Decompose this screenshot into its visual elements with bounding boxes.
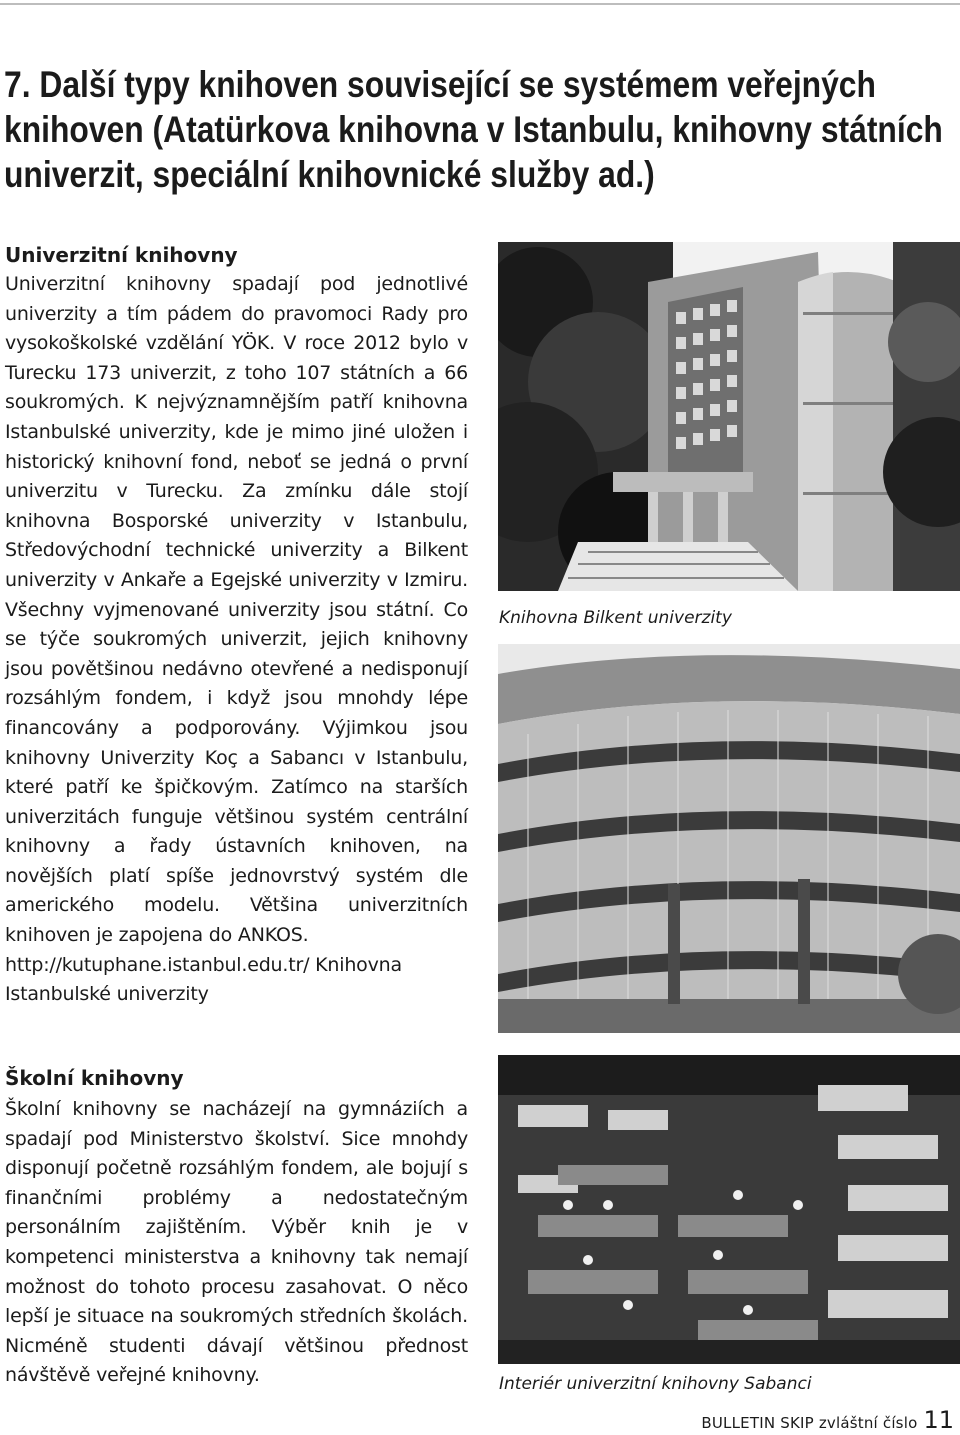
top-rule (0, 3, 960, 5)
sabanci-caption: Interiér univerzitní knihovny Sabanci (499, 1374, 812, 1394)
school-libraries-paragraph: Školní knihovny se nacházejí na gymnáziích a spadají pod Ministerstvo školství. Sice mnohdy disponují početně rozsáhlým fondem, ale bojují s finančními problémy a nedostatečným personálním zajištěním. Výběr knih je v kompetenci ministerstva a knihovny tak nemají možnost do tohoto procesu zasahovat. O něco lepší je situace na soukromých středních školách. Nicméně studenti dávají většinou přednost návštěvě veřejné knihovny. (5, 1098, 468, 1387)
bilkent-caption: Knihovna Bilkent univerzity (499, 608, 732, 628)
school-libraries-heading: Školní knihovny (5, 1066, 184, 1090)
title-line-3: univerzit, speciální knihovnické služby ad.) (4, 154, 655, 195)
university-libraries-heading: Univerzitní knihovny (5, 243, 238, 267)
page-footer (701, 1406, 954, 1434)
title-line-2: knihoven (Atatürkova knihovna v Istanbulu, knihovny státních (4, 109, 943, 150)
bilkent-library-photo (498, 242, 960, 591)
page-number: 11 (923, 1406, 954, 1434)
page-title (4, 62, 943, 197)
istanbul-university-link-text: http://kutuphane.istanbul.edu.tr/ Knihovna Istanbulské univerzity (5, 953, 402, 1006)
title-line-1: 7. Další typy knihoven související se systémem veřejných (4, 64, 876, 105)
university-libraries-paragraph: Univerzitní knihovny spadají pod jednotlivé univerzity a tím pádem do pravomoci Rady pro vysokoškolské vzdělání YÖK. V roce 2012 bylo v Turecku 173 univerzit, z toho 107 státních a 66 soukromých. K nejvýznamnějším patří knihovna Istanbulské univerzity, kde je mimo jiné uložen i historický knihovní fond, neboť se jedná o první univerzitu v Turecku. Za zmínku dále stojí knihovna Bosporské univerzity v Istanbulu, Středovýchodní technické univerzity a Bilkent univerzity v Ankaře a Egejské univerzity v Izmiru. Všechny vyjmenované univerzity jsou státní. Co se týče soukromých univerzit, jejich knihovny jsou povětšinou nedávno otevřené a nedisponují rozsáhlým fondem, i když jsou mnohdy lépe financovány a podporovány. Výjimkou jsou knihovny Univerzity Koç a Sabancı v Istanbulu, které patří ke špičkovým. Zatímco na starších univerzitách funguje většinou systém centrální knihovny a řady ústavních knihoven, na novějších platí spíše jednovrstvý systém dle amerického modelu. Většina univerzitních knihoven je zapojena do ANKOS. (5, 273, 468, 947)
school-libraries-column (5, 1095, 468, 1391)
publication-name: BULLETIN SKIP zvláštní číslo (701, 1414, 918, 1432)
curved-building-photo (498, 644, 960, 1033)
sabanci-interior-photo (498, 1055, 960, 1364)
university-libraries-column (5, 270, 468, 1010)
